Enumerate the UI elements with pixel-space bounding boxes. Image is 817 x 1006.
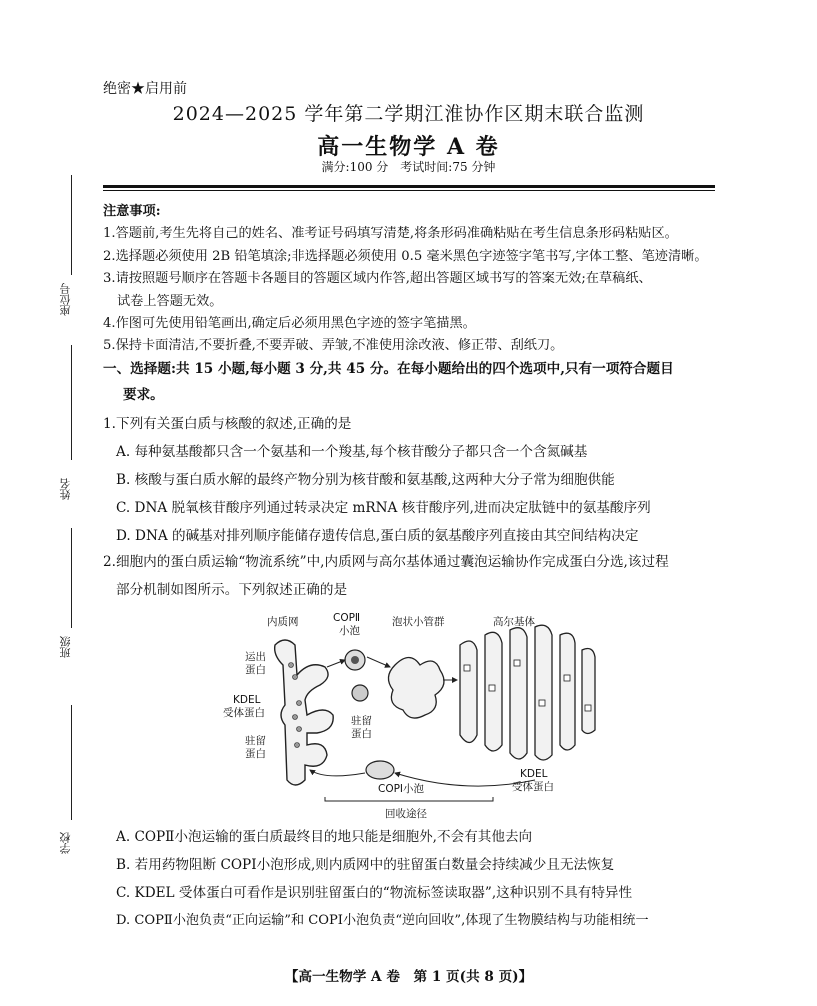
binding-line <box>71 345 72 460</box>
class-label: 班级 <box>59 636 72 658</box>
protein-transport-figure <box>215 605 610 820</box>
question-stem: 1.下列有关蛋白质与核酸的叙述,正确的是 <box>103 416 352 432</box>
label-copi: COPⅠ小泡 <box>378 783 425 795</box>
page-footer: 【高一生物学 A 卷 第 1 页(共 8 页)】 <box>284 969 533 985</box>
label-cargo: 蛋白 <box>245 664 266 676</box>
copi-vesicle <box>366 761 394 779</box>
vtc-cluster <box>388 658 444 719</box>
instruction-item: 4.作图可先使用铅笔画出,确定后必须用黑色字迹的签字笔描黑。 <box>103 316 476 332</box>
section-heading <box>103 356 723 408</box>
option-d: D. COPⅡ小泡负责“正向运输”和 COPⅠ小泡负责“逆向回收”,体现了生物膜结构与功能相统一 <box>116 913 649 928</box>
exam-meta: 满分:100 分 考试时间:75 分钟 <box>321 160 496 174</box>
question-stem: 部分机制如图所示。下列叙述正确的是 <box>116 582 348 598</box>
label-vtc: 泡状小管群 <box>392 616 445 628</box>
section-heading-line: 要求。 <box>123 387 164 403</box>
instruction-item: 1.答题前,考生先将自己的姓名、准考证号码填写清楚,将条形码准确粘贴在考生信息条形码粘贴区。 <box>103 226 678 242</box>
instructions-heading: 注意事项: <box>103 204 161 219</box>
option-c: C. DNA 脱氧核苷酸序列通过转录决定 mRNA 核苷酸序列,进而决定肽链中的氨基酸序列 <box>116 500 651 516</box>
label-retained: 蛋白 <box>245 748 266 760</box>
label-retained-mid: 驻留 <box>351 715 372 727</box>
option-d: D. DNA 的碱基对排列顺序能储存遗传信息,蛋白质的氨基酸序列直接由其空间结构决定 <box>116 528 639 544</box>
question-1 <box>103 410 723 550</box>
name-label: 姓名 <box>59 478 72 500</box>
question-stem: 2.细胞内的蛋白质运输“物流系统”中,内质网与高尔基体通过囊泡运输协作完成蛋白分选,该过程 <box>103 554 669 570</box>
binding-line <box>71 528 72 628</box>
header-rule-thin <box>103 190 715 191</box>
label-er: 内质网 <box>267 616 299 628</box>
retained-vesicle <box>352 685 368 701</box>
instruction-item: 5.保持卡面清洁,不要折叠,不要弄破、弄皱,不准使用涂改液、修正带、刮纸刀。 <box>103 338 564 354</box>
label-kdel: KDEL <box>233 694 261 706</box>
option-b: B. 若用药物阻断 COPⅠ小泡形成,则内质网中的驻留蛋白数量会持续减少且无法恢复 <box>116 857 615 873</box>
subject-title: 高一生物学 A 卷 <box>317 134 500 160</box>
binding-line <box>71 175 72 275</box>
binding-line <box>71 705 72 820</box>
seat-label: 座位号 <box>59 283 72 316</box>
section-heading-line: 一、选择题:共 15 小题,每小题 3 分,共 45 分。在每小题给出的四个选项中,只有一项符合题目 <box>103 361 674 377</box>
label-recycle: 回收途径 <box>385 808 427 820</box>
er-membrane <box>275 640 334 785</box>
label-cargo: 运出 <box>245 651 266 663</box>
exam-title: 2024—2025 学年第二学期江淮协作区期末联合监测 <box>172 103 645 125</box>
label-retained-mid: 蛋白 <box>351 728 372 740</box>
label-golgi: 高尔基体 <box>493 616 535 628</box>
label-copii: COPⅡ <box>333 612 361 624</box>
golgi-stacks <box>460 625 595 760</box>
question-2-options <box>103 823 743 935</box>
label-kdel-right: KDEL <box>520 768 548 780</box>
label-copii: 小泡 <box>339 625 360 637</box>
header-rule-thick <box>103 185 715 188</box>
instruction-item: 2.选择题必须使用 2B 铅笔填涂;非选择题必须使用 0.5 毫米黑色字迹签字笔书写,字体工整、笔迹清晰。 <box>103 248 708 264</box>
recycle-bracket <box>325 797 493 801</box>
label-kdel-right: 受体蛋白 <box>512 781 554 793</box>
label-kdel: 受体蛋白 <box>223 707 265 719</box>
school-label: 学校 <box>59 832 72 854</box>
label-retained: 驻留 <box>245 735 266 747</box>
instruction-item: 试卷上答题无效。 <box>117 293 223 309</box>
instructions <box>103 201 723 358</box>
confidential-mark: 绝密★启用前 <box>103 81 187 97</box>
option-b: B. 核酸与蛋白质水解的最终产物分别为核苷酸和氨基酸,这两种大分子常为细胞供能 <box>116 472 615 488</box>
option-c: C. KDEL 受体蛋白可看作是识别驻留蛋白的“物流标签读取器”,这种识别不具有特异性 <box>116 885 633 901</box>
option-a: A. COPⅡ小泡运输的蛋白质最终目的地只能是细胞外,不会有其他去向 <box>116 829 533 845</box>
question-2 <box>103 548 723 604</box>
option-a: A. 每种氨基酸都只含一个氨基和一个羧基,每个核苷酸分子都只含一个含氮碱基 <box>116 444 588 460</box>
instruction-item: 3.请按照题号顺序在答题卡各题目的答题区域内作答,超出答题区域书写的答案无效;在草稿纸、 <box>103 271 652 287</box>
